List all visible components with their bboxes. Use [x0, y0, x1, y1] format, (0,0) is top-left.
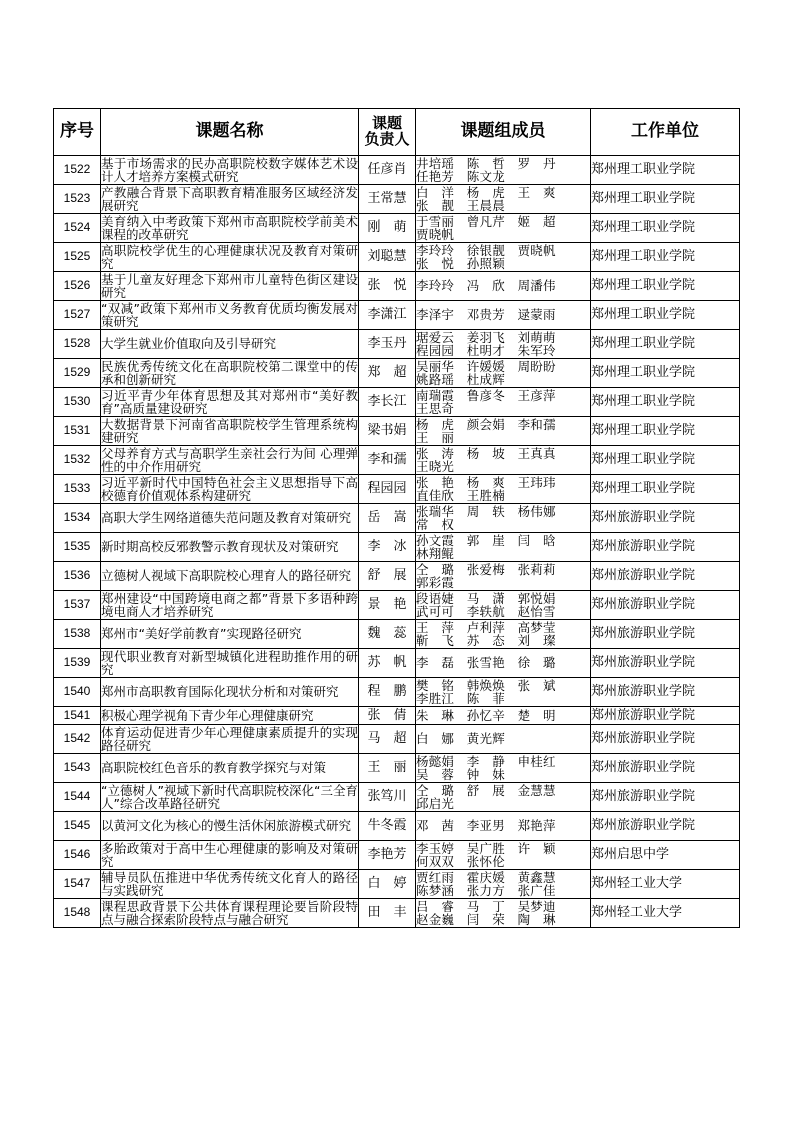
members-line: 张 涛 杨 坡 王真真 [416, 445, 556, 461]
members-line: 任艳芳 陈文龙 [416, 169, 505, 184]
table-row [54, 591, 740, 620]
project-leader: 李长江 [359, 388, 416, 417]
project-members [416, 359, 591, 388]
members-line: 郭彩霞 [416, 575, 455, 590]
work-unit: 郑州理工职业学院 [591, 388, 740, 417]
row-number: 1531 [54, 417, 101, 446]
members-line: 贾晓帆 [416, 227, 455, 242]
row-number: 1524 [54, 214, 101, 243]
project-title: 大数据背景下河南省高职院校学生管理系统构建研究 [101, 416, 358, 445]
row-number: 1543 [54, 754, 101, 783]
members-line: 李玲玲 徐银靓 贾晓帆 [416, 242, 556, 258]
work-unit: 郑州旅游职业学院 [591, 591, 740, 620]
project-members [416, 301, 591, 330]
members-line: 李胜江 陈 菲 [416, 691, 505, 706]
members-line: 程园园 杜明才 朱军玲 [416, 343, 556, 358]
table-row [54, 841, 740, 870]
project-leader: 王常慧 [359, 185, 416, 214]
members-line: 武可可 李轶航 赵怡雪 [416, 604, 556, 619]
project-members [416, 870, 591, 899]
members-line: 李 磊 张雪艳 徐 璐 [416, 655, 556, 671]
members-line: 何双双 张怀伦 [416, 854, 505, 869]
row-number: 1540 [54, 678, 101, 707]
project-members [416, 812, 591, 841]
table-row [54, 185, 740, 214]
row-number: 1534 [54, 504, 101, 533]
members-line: 杨懿娟 李 静 申桂红 [416, 753, 556, 769]
project-title: 基于儿童友好理念下郑州市儿童特色街区建设研究 [101, 271, 358, 300]
table-row [54, 783, 740, 812]
members-line: 杨 虎 颜会娟 李和孺 [416, 416, 556, 432]
project-members [416, 678, 591, 707]
table-row [54, 417, 740, 446]
project-title: 高职院校学优生的心理健康状况及教育对策研究 [101, 242, 358, 271]
project-leader: 李和孺 [359, 446, 416, 475]
work-unit: 郑州理工职业学院 [591, 330, 740, 359]
work-unit: 郑州旅游职业学院 [591, 620, 740, 649]
work-unit: 郑州启思中学 [591, 841, 740, 870]
members-line: 琚爱云 姜羽飞 刘萌萌 [416, 329, 556, 345]
project-members [416, 214, 591, 243]
project-leader: 李玉丹 [359, 330, 416, 359]
project-title: 习近平青少年体育思想及其对郑州市“美好教育”高质量建设研究 [101, 387, 358, 416]
project-leader: 任彦肖 [359, 156, 416, 185]
row-number: 1532 [54, 446, 101, 475]
members-line: 孙文霞 郭 崖 闫 晗 [416, 532, 556, 548]
project-title: 产教融合背景下高职教育精准服务区域经济发展研究 [101, 184, 358, 213]
members-line: 白 娜 黄光辉 [416, 731, 505, 747]
work-unit: 郑州理工职业学院 [591, 475, 740, 504]
row-number: 1538 [54, 620, 101, 649]
header-no: 序号 [54, 109, 101, 156]
table-row [54, 301, 740, 330]
table-row [54, 870, 740, 899]
table-row [54, 156, 740, 185]
project-leader: 白 婷 [359, 870, 416, 899]
work-unit: 郑州轻工业大学 [591, 870, 740, 899]
project-members [416, 243, 591, 272]
project-leader: 梁书娟 [359, 417, 416, 446]
project-members [416, 272, 591, 301]
project-members [416, 156, 591, 185]
row-number: 1542 [54, 725, 101, 754]
project-members [416, 899, 591, 928]
row-number: 1525 [54, 243, 101, 272]
table-row [54, 330, 740, 359]
project-leader: 刘聪慧 [359, 243, 416, 272]
project-title: 体育运动促进青少年心理健康素质提升的实现路径研究 [101, 724, 358, 753]
members-line: 吴 蓉 钟 妹 [416, 767, 505, 782]
project-leader: 景 艳 [359, 591, 416, 620]
table-row [54, 620, 740, 649]
work-unit: 郑州旅游职业学院 [591, 725, 740, 754]
header-unit: 工作单位 [591, 109, 740, 156]
project-members [416, 388, 591, 417]
project-leader: 魏 蕊 [359, 620, 416, 649]
members-line: 贾红雨 霍庆媛 黄鑫慧 [416, 869, 556, 885]
work-unit: 郑州理工职业学院 [591, 214, 740, 243]
project-members [416, 504, 591, 533]
row-number: 1533 [54, 475, 101, 504]
project-title: 父母养育方式与高职学生亲社会行为间 心理弹性的中介作用研究 [101, 445, 358, 474]
table-row [54, 214, 740, 243]
project-leader: 牛冬霞 [359, 812, 416, 841]
work-unit: 郑州旅游职业学院 [591, 812, 740, 841]
project-title: 以黄河文化为核心的慢生活休闲旅游模式研究 [101, 812, 359, 841]
table-row [54, 475, 740, 504]
table-row [54, 243, 740, 272]
members-line: 赵金巍 闫 荣 陶 琳 [416, 912, 556, 927]
row-number: 1529 [54, 359, 101, 388]
project-leader: 李艳芳 [359, 841, 416, 870]
work-unit: 郑州轻工业大学 [591, 899, 740, 928]
project-leader: 李潇江 [359, 301, 416, 330]
table-row [54, 533, 740, 562]
project-leader: 张笃川 [359, 783, 416, 812]
project-title: 民族优秀传统文化在高职院校第二课堂中的传承和创新研究 [101, 358, 358, 387]
project-leader: 马 超 [359, 725, 416, 754]
table-row [54, 678, 740, 707]
project-leader: 程 鹏 [359, 678, 416, 707]
header-members: 课题组成员 [416, 109, 591, 156]
table-row [54, 272, 740, 301]
members-line: 张 悦 孙照颖 [416, 256, 505, 271]
work-unit: 郑州理工职业学院 [591, 185, 740, 214]
project-leader: 张 悦 [359, 272, 416, 301]
header-responsible: 课题 负责人 [359, 109, 416, 156]
project-leader: 刚 萌 [359, 214, 416, 243]
project-title: 郑州市“美好学前教育”实现路径研究 [101, 620, 359, 649]
members-line: 邱启光 [416, 796, 455, 811]
work-unit: 郑州旅游职业学院 [591, 707, 740, 725]
project-title: 郑州建设“中国跨境电商之都”背景下多语种跨境电商人才培养研究 [101, 590, 358, 619]
project-leader: 田 丰 [359, 899, 416, 928]
work-unit: 郑州旅游职业学院 [591, 678, 740, 707]
work-unit: 郑州理工职业学院 [591, 359, 740, 388]
members-line: 直佳欣 王胜楠 [416, 488, 505, 503]
row-number: 1545 [54, 812, 101, 841]
members-line: 井培瑶 陈 哲 罗 丹 [416, 155, 556, 171]
members-line: 王 丽 [416, 430, 455, 445]
project-title: 高职院校红色音乐的教育教学探究与对策 [101, 754, 359, 783]
row-number: 1544 [54, 783, 101, 812]
work-unit: 郑州旅游职业学院 [591, 783, 740, 812]
members-line: 吴丽华 许媛媛 周盼盼 [416, 358, 556, 374]
members-line: 仝 璐 舒 展 金慧慧 [416, 782, 556, 798]
members-line: 姚路瑶 杜成辉 [416, 372, 505, 387]
project-leader: 李 冰 [359, 533, 416, 562]
work-unit: 郑州理工职业学院 [591, 446, 740, 475]
members-line: 王思奇 [416, 401, 455, 416]
row-number: 1546 [54, 841, 101, 870]
work-unit: 郑州理工职业学院 [591, 301, 740, 330]
project-title: 习近平新时代中国特色社会主义思想指导下高校德育价值观体系构建研究 [101, 474, 358, 503]
project-title: “立德树人”视域下新时代高职院校深化“三全育人”综合改革路径研究 [101, 782, 358, 811]
work-unit: 郑州理工职业学院 [591, 243, 740, 272]
project-table [53, 108, 740, 928]
table-row [54, 725, 740, 754]
members-line: 段语婕 马 潇 郭悦娟 [416, 590, 556, 606]
project-members [416, 591, 591, 620]
project-title: 郑州市高职教育国际化现状分析和对策研究 [101, 678, 359, 707]
work-unit: 郑州旅游职业学院 [591, 533, 740, 562]
members-line: 林翔鲲 [416, 546, 455, 561]
project-leader: 岳 嵩 [359, 504, 416, 533]
project-title: 大学生就业价值取向及引导研究 [101, 330, 359, 359]
members-line: 朱 琳 孙忆辛 楚 明 [416, 707, 556, 723]
row-number: 1539 [54, 649, 101, 678]
project-title: 基于市场需求的民办高职院校数字媒体艺术设计人才培养方案模式研究 [101, 155, 358, 184]
row-number: 1530 [54, 388, 101, 417]
project-members [416, 417, 591, 446]
table-row [54, 446, 740, 475]
work-unit: 郑州旅游职业学院 [591, 504, 740, 533]
members-line: 张 艳 杨 爽 王玮玮 [416, 474, 556, 490]
project-title: 立德树人视域下高职院校心理育人的路径研究 [101, 562, 359, 591]
project-leader: 舒 展 [359, 562, 416, 591]
row-number: 1537 [54, 591, 101, 620]
members-line: 张 靓 王晨晨 [416, 198, 505, 213]
row-number: 1541 [54, 707, 101, 725]
work-unit: 郑州旅游职业学院 [591, 649, 740, 678]
project-leader: 王 丽 [359, 754, 416, 783]
project-title: “双减”政策下郑州市义务教育优质均衡发展对策研究 [101, 300, 358, 329]
project-title: 多胎政策对于高中生心理健康的影响及对策研究 [101, 840, 358, 869]
members-line: 仝 璐 张爱梅 张莉莉 [416, 561, 556, 577]
table-row [54, 562, 740, 591]
members-line: 李玲玲 冯 欣 周潘伟 [416, 278, 556, 294]
table-row [54, 754, 740, 783]
row-number: 1547 [54, 870, 101, 899]
project-title: 美育纳入中考政策下郑州市高职院校学前美术课程的改革研究 [101, 213, 358, 242]
project-members [416, 185, 591, 214]
members-line: 王 萍 卢利萍 高梦莹 [416, 619, 556, 635]
members-line: 南瑞霞 鲁彦冬 王彦萍 [416, 387, 556, 403]
project-members [416, 562, 591, 591]
table-row [54, 359, 740, 388]
row-number: 1523 [54, 185, 101, 214]
members-line: 樊 铭 韩焕焕 张 斌 [416, 677, 556, 693]
row-number: 1535 [54, 533, 101, 562]
project-leader: 郑 超 [359, 359, 416, 388]
row-number: 1536 [54, 562, 101, 591]
members-line: 白 洋 杨 虎 王 爽 [416, 184, 556, 200]
project-members [416, 620, 591, 649]
project-leader: 苏 帆 [359, 649, 416, 678]
project-title: 辅导员队伍推进中华优秀传统文化育人的路径与实践研究 [101, 869, 358, 898]
members-line: 李泽宇 邓贵芳 逯蒙雨 [416, 307, 556, 323]
members-line: 张瑞华 周 轶 杨伟娜 [416, 503, 556, 519]
project-members [416, 649, 591, 678]
table-row [54, 504, 740, 533]
header-row [54, 109, 740, 156]
project-members [416, 783, 591, 812]
members-line: 王晓光 [416, 459, 455, 474]
project-members [416, 725, 591, 754]
members-line: 吕 睿 马 丁 吴梦迪 [416, 898, 556, 914]
members-line: 常 权 [416, 517, 455, 532]
work-unit: 郑州旅游职业学院 [591, 754, 740, 783]
members-line: 于雪丽 曾凡芹 姬 超 [416, 213, 556, 229]
work-unit: 郑州理工职业学院 [591, 417, 740, 446]
table-row [54, 899, 740, 928]
project-title: 课程思政背景下公共体育课程理论要旨阶段特点与融合探索阶段特点与融合研究 [101, 898, 358, 927]
members-line: 靳 飞 苏 态 刘 璨 [416, 633, 556, 648]
project-title: 高职大学生网络道德失范问题及教育对策研究 [101, 504, 359, 533]
row-number: 1548 [54, 899, 101, 928]
project-members [416, 841, 591, 870]
work-unit: 郑州理工职业学院 [591, 272, 740, 301]
project-title: 现代职业教育对新型城镇化进程助推作用的研究 [101, 648, 358, 677]
table-row [54, 812, 740, 841]
table-row [54, 388, 740, 417]
work-unit: 郑州理工职业学院 [591, 156, 740, 185]
project-members [416, 330, 591, 359]
row-number: 1527 [54, 301, 101, 330]
header-title: 课题名称 [101, 109, 359, 156]
members-line: 李玉婷 吴广胜 许 颖 [416, 840, 556, 856]
row-number: 1528 [54, 330, 101, 359]
project-members [416, 754, 591, 783]
work-unit: 郑州旅游职业学院 [591, 562, 740, 591]
project-members [416, 707, 591, 725]
row-number: 1522 [54, 156, 101, 185]
project-title: 新时期高校反邪教警示教育现状及对策研究 [101, 533, 359, 562]
project-members [416, 475, 591, 504]
members-line: 邓 茜 李亚男 郑艳萍 [416, 818, 556, 834]
project-members [416, 533, 591, 562]
project-leader: 程园园 [359, 475, 416, 504]
row-number: 1526 [54, 272, 101, 301]
members-line: 陈梦涵 张力方 张广佳 [416, 883, 556, 898]
table-row [54, 649, 740, 678]
table-row [54, 707, 740, 725]
project-leader: 张 倩 [359, 707, 416, 725]
project-title: 积极心理学视角下青少年心理健康研究 [101, 707, 359, 725]
project-members [416, 446, 591, 475]
